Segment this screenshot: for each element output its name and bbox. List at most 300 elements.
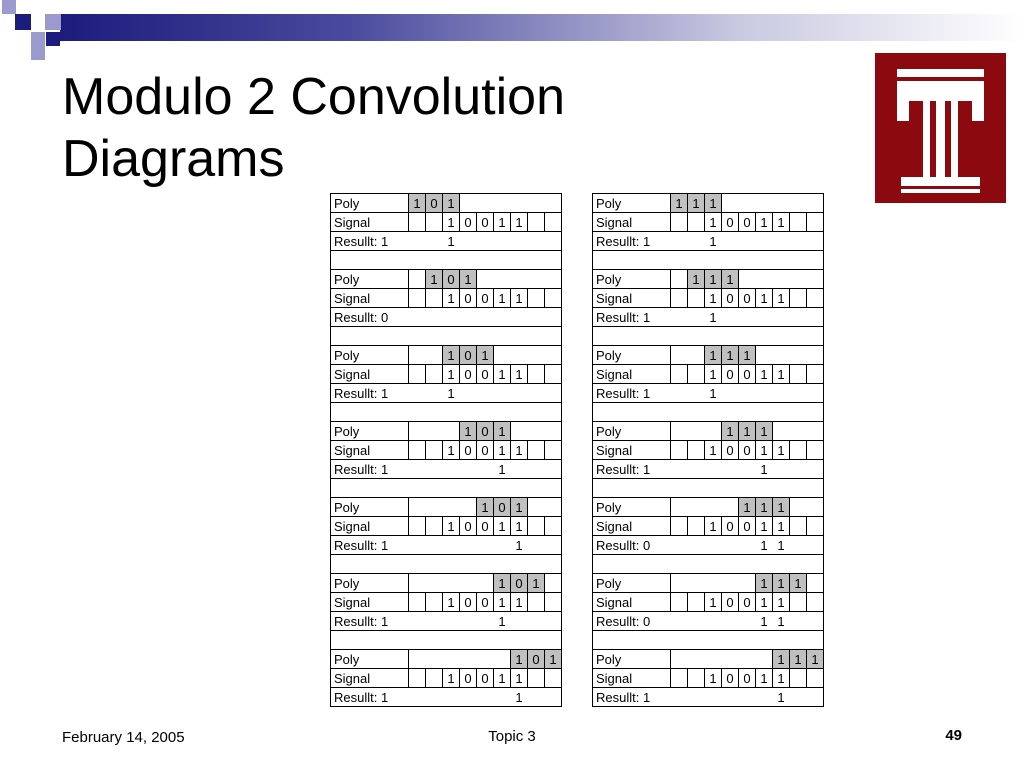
poly-bit: 0 — [494, 498, 511, 517]
signal-bit: 1 — [443, 289, 460, 308]
footer-date: February 14, 2005 — [62, 729, 185, 746]
signal-bit: 0 — [477, 213, 494, 232]
signal-bit: 1 — [494, 593, 511, 612]
result-bit — [528, 384, 545, 403]
poly-label: Poly — [593, 650, 671, 669]
signal-bit: 1 — [443, 365, 460, 384]
signal-bit: 1 — [705, 365, 722, 384]
poly-bit: 1 — [443, 194, 460, 213]
result-bit — [790, 460, 807, 479]
spacer-cell — [331, 327, 562, 346]
result-bit — [477, 308, 494, 327]
signal-bit: 0 — [477, 365, 494, 384]
result-bit: 1 — [443, 384, 460, 403]
spacer-cell — [331, 251, 562, 270]
signal-bit: 0 — [722, 441, 739, 460]
result-bit — [477, 536, 494, 555]
signal-label: Signal — [331, 365, 409, 384]
decor-square-light — [45, 14, 61, 30]
signal-bit — [671, 517, 688, 536]
result-bit — [756, 232, 773, 251]
poly-row — [593, 574, 824, 593]
signal-bit — [790, 441, 807, 460]
signal-bit — [807, 669, 824, 688]
poly-empty-span — [460, 194, 562, 213]
signal-label: Signal — [593, 669, 671, 688]
signal-bit — [528, 517, 545, 536]
result-bit — [790, 688, 807, 707]
signal-bit: 1 — [511, 289, 528, 308]
poly-empty-span — [477, 270, 562, 289]
result-bit — [773, 384, 790, 403]
poly-row — [593, 422, 824, 441]
poly-empty-span — [790, 498, 824, 517]
result-bit — [739, 612, 756, 631]
spacer-cell — [593, 555, 824, 574]
result-bit — [790, 384, 807, 403]
signal-bit — [426, 213, 443, 232]
poly-label: Poly — [593, 422, 671, 441]
signal-bit — [409, 517, 426, 536]
signal-bit: 1 — [756, 289, 773, 308]
result-label: Resullt: 1 — [331, 460, 443, 479]
result-bit — [739, 536, 756, 555]
result-bit — [756, 688, 773, 707]
spacer-row — [331, 403, 562, 422]
signal-bit: 1 — [705, 441, 722, 460]
result-row — [593, 612, 824, 631]
slide-title — [62, 66, 565, 190]
result-bit — [460, 232, 477, 251]
result-bit — [494, 232, 511, 251]
signal-bit: 0 — [477, 441, 494, 460]
result-row — [593, 688, 824, 707]
result-bit — [739, 308, 756, 327]
result-bit: 1 — [443, 232, 460, 251]
signal-bit: 1 — [443, 213, 460, 232]
signal-row — [331, 213, 562, 232]
result-bit: 1 — [705, 384, 722, 403]
signal-bit — [545, 365, 562, 384]
poly-bit: 1 — [528, 574, 545, 593]
signal-row — [331, 669, 562, 688]
result-bit — [545, 384, 562, 403]
result-bit — [545, 308, 562, 327]
result-bit — [773, 232, 790, 251]
result-bit — [756, 384, 773, 403]
result-bit — [477, 232, 494, 251]
result-bit — [460, 308, 477, 327]
poly-bit: 0 — [528, 650, 545, 669]
signal-bit — [671, 593, 688, 612]
poly-row — [593, 270, 824, 289]
result-label: Resullt: 1 — [331, 688, 443, 707]
decor-square-light — [2, 0, 16, 14]
result-bit — [528, 536, 545, 555]
slide-title-line-2: Diagrams — [62, 130, 285, 188]
convolution-table-poly-111 — [592, 193, 824, 707]
poly-bit: 1 — [494, 422, 511, 441]
spacer-cell — [331, 555, 562, 574]
poly-empty-span — [756, 346, 824, 365]
result-row — [331, 688, 562, 707]
result-bit — [528, 232, 545, 251]
poly-label: Poly — [331, 422, 409, 441]
result-bit — [545, 688, 562, 707]
poly-empty-span — [511, 422, 562, 441]
signal-bit: 1 — [494, 365, 511, 384]
poly-bit: 1 — [790, 574, 807, 593]
spacer-cell — [593, 327, 824, 346]
result-row — [331, 536, 562, 555]
signal-bit — [671, 669, 688, 688]
poly-empty-span — [671, 650, 773, 669]
signal-bit — [545, 213, 562, 232]
poly-empty-span — [528, 498, 562, 517]
signal-label: Signal — [331, 441, 409, 460]
signal-bit — [409, 441, 426, 460]
result-bit — [722, 232, 739, 251]
signal-bit: 0 — [477, 669, 494, 688]
poly-bit: 1 — [409, 194, 426, 213]
spacer-cell — [331, 631, 562, 650]
result-bit — [511, 232, 528, 251]
signal-bit: 1 — [494, 213, 511, 232]
signal-row — [331, 289, 562, 308]
signal-bit — [528, 365, 545, 384]
poly-empty-span — [773, 422, 824, 441]
signal-bit — [545, 669, 562, 688]
signal-bit: 1 — [705, 289, 722, 308]
spacer-row — [593, 403, 824, 422]
result-bit — [739, 460, 756, 479]
spacer-cell — [331, 403, 562, 422]
signal-bit — [528, 593, 545, 612]
poly-row — [331, 650, 562, 669]
signal-bit — [545, 441, 562, 460]
signal-bit — [807, 213, 824, 232]
result-bit — [722, 688, 739, 707]
result-row — [593, 536, 824, 555]
signal-bit — [790, 517, 807, 536]
poly-empty-span — [409, 498, 477, 517]
poly-empty-span — [409, 650, 511, 669]
signal-bit — [528, 213, 545, 232]
result-bit — [705, 688, 722, 707]
footer-page-number: 49 — [945, 727, 962, 744]
result-bit — [807, 688, 824, 707]
result-row — [331, 612, 562, 631]
signal-bit — [688, 441, 705, 460]
result-row — [331, 232, 562, 251]
signal-bit: 1 — [511, 441, 528, 460]
result-bit: 1 — [494, 460, 511, 479]
result-bit — [739, 232, 756, 251]
signal-bit: 0 — [722, 213, 739, 232]
result-bit — [477, 688, 494, 707]
poly-bit: 0 — [477, 422, 494, 441]
result-label: Resullt: 1 — [593, 308, 705, 327]
poly-bit: 1 — [756, 498, 773, 517]
signal-bit — [807, 365, 824, 384]
result-bit — [528, 612, 545, 631]
poly-row — [331, 574, 562, 593]
signal-bit: 1 — [511, 669, 528, 688]
signal-bit — [790, 289, 807, 308]
result-bit — [545, 232, 562, 251]
result-bit — [807, 460, 824, 479]
poly-bit: 1 — [807, 650, 824, 669]
poly-row — [331, 422, 562, 441]
result-bit — [460, 612, 477, 631]
signal-bit: 0 — [460, 365, 477, 384]
spacer-cell — [331, 479, 562, 498]
signal-bit: 1 — [756, 365, 773, 384]
result-bit — [528, 308, 545, 327]
signal-bit: 1 — [756, 669, 773, 688]
spacer-row — [331, 479, 562, 498]
poly-bit: 1 — [756, 574, 773, 593]
footer-topic: Topic 3 — [488, 728, 536, 745]
signal-bit: 1 — [756, 593, 773, 612]
poly-bit: 1 — [477, 498, 494, 517]
poly-row — [331, 194, 562, 213]
result-bit — [528, 688, 545, 707]
spacer-row — [593, 631, 824, 650]
signal-label: Signal — [593, 441, 671, 460]
result-row — [331, 308, 562, 327]
result-bit — [494, 688, 511, 707]
result-bit: 1 — [773, 688, 790, 707]
signal-bit — [426, 441, 443, 460]
signal-label: Signal — [593, 365, 671, 384]
result-label: Resullt: 0 — [331, 308, 443, 327]
header-gradient-bar — [60, 14, 1024, 41]
signal-label: Signal — [331, 593, 409, 612]
signal-bit: 1 — [705, 213, 722, 232]
spacer-row — [331, 251, 562, 270]
signal-bit: 0 — [739, 213, 756, 232]
result-label: Resullt: 1 — [593, 232, 705, 251]
poly-bit: 1 — [739, 346, 756, 365]
signal-bit: 0 — [477, 593, 494, 612]
signal-bit — [528, 669, 545, 688]
result-row — [331, 384, 562, 403]
result-bit — [494, 384, 511, 403]
signal-bit: 0 — [460, 213, 477, 232]
signal-bit — [409, 289, 426, 308]
signal-bit: 1 — [443, 441, 460, 460]
signal-bit — [545, 517, 562, 536]
result-row — [331, 460, 562, 479]
result-bit: 1 — [756, 460, 773, 479]
poly-empty-span — [545, 574, 562, 593]
result-label: Resullt: 1 — [593, 688, 705, 707]
signal-bit: 1 — [511, 365, 528, 384]
poly-empty-span — [671, 574, 756, 593]
signal-bit: 0 — [722, 669, 739, 688]
poly-bit: 1 — [705, 270, 722, 289]
result-bit — [739, 384, 756, 403]
result-bit: 1 — [773, 612, 790, 631]
signal-bit: 1 — [494, 669, 511, 688]
poly-bit: 1 — [722, 346, 739, 365]
signal-bit: 1 — [511, 593, 528, 612]
signal-row — [593, 593, 824, 612]
signal-bit: 1 — [756, 517, 773, 536]
result-label: Resullt: 1 — [331, 612, 443, 631]
poly-bit: 1 — [443, 346, 460, 365]
signal-bit — [807, 289, 824, 308]
poly-bit: 1 — [688, 270, 705, 289]
result-bit — [477, 460, 494, 479]
signal-bit: 0 — [460, 517, 477, 536]
poly-bit: 1 — [511, 498, 528, 517]
result-bit — [807, 536, 824, 555]
result-bit: 1 — [756, 612, 773, 631]
signal-row — [593, 517, 824, 536]
signal-bit — [790, 669, 807, 688]
result-bit — [722, 612, 739, 631]
result-bit — [790, 308, 807, 327]
result-bit — [477, 384, 494, 403]
result-label: Resullt: 0 — [593, 536, 705, 555]
signal-row — [593, 289, 824, 308]
result-row — [593, 232, 824, 251]
result-bit — [722, 460, 739, 479]
signal-row — [331, 441, 562, 460]
decor-square-navy — [15, 14, 31, 30]
result-bit — [773, 308, 790, 327]
poly-label: Poly — [331, 498, 409, 517]
signal-bit — [688, 289, 705, 308]
poly-bit: 1 — [739, 422, 756, 441]
result-bit — [722, 536, 739, 555]
result-bit — [443, 460, 460, 479]
signal-bit: 0 — [739, 517, 756, 536]
poly-empty-span — [671, 346, 705, 365]
signal-bit: 0 — [460, 593, 477, 612]
result-bit — [807, 612, 824, 631]
result-bit: 1 — [756, 536, 773, 555]
signal-bit — [790, 593, 807, 612]
poly-empty-span — [671, 422, 722, 441]
poly-bit: 1 — [460, 270, 477, 289]
result-bit — [705, 536, 722, 555]
signal-bit — [545, 289, 562, 308]
result-label: Resullt: 1 — [331, 384, 443, 403]
signal-row — [593, 365, 824, 384]
result-bit — [790, 536, 807, 555]
signal-bit: 1 — [773, 213, 790, 232]
poly-bit: 1 — [756, 422, 773, 441]
signal-bit: 0 — [722, 517, 739, 536]
signal-bit — [426, 289, 443, 308]
poly-row — [593, 498, 824, 517]
signal-bit: 1 — [756, 441, 773, 460]
signal-bit — [790, 213, 807, 232]
signal-bit: 1 — [773, 669, 790, 688]
poly-row — [593, 650, 824, 669]
signal-bit: 0 — [722, 593, 739, 612]
poly-bit: 1 — [773, 574, 790, 593]
poly-bit: 1 — [545, 650, 562, 669]
poly-row — [593, 194, 824, 213]
poly-bit: 0 — [460, 346, 477, 365]
poly-bit: 1 — [688, 194, 705, 213]
signal-bit — [807, 593, 824, 612]
result-bit — [443, 308, 460, 327]
signal-bit: 1 — [705, 593, 722, 612]
result-row — [593, 460, 824, 479]
signal-label: Signal — [331, 517, 409, 536]
poly-bit: 0 — [511, 574, 528, 593]
signal-label: Signal — [593, 517, 671, 536]
result-label: Resullt: 1 — [331, 232, 443, 251]
spacer-cell — [593, 631, 824, 650]
signal-bit — [409, 213, 426, 232]
poly-empty-span — [739, 270, 824, 289]
result-bit — [722, 308, 739, 327]
signal-bit: 1 — [494, 441, 511, 460]
poly-label: Poly — [593, 194, 671, 213]
result-bit — [494, 308, 511, 327]
signal-row — [593, 213, 824, 232]
poly-empty-span — [807, 574, 824, 593]
spacer-row — [331, 631, 562, 650]
signal-bit — [528, 289, 545, 308]
poly-empty-span — [722, 194, 824, 213]
signal-bit — [688, 517, 705, 536]
result-bit — [443, 612, 460, 631]
poly-bit: 0 — [443, 270, 460, 289]
poly-bit: 1 — [426, 270, 443, 289]
signal-bit — [790, 365, 807, 384]
result-bit — [511, 460, 528, 479]
poly-empty-span — [409, 346, 443, 365]
result-label: Resullt: 1 — [593, 384, 705, 403]
poly-bit: 1 — [773, 650, 790, 669]
signal-bit — [426, 365, 443, 384]
result-bit: 1 — [511, 536, 528, 555]
result-bit — [807, 308, 824, 327]
result-bit — [460, 688, 477, 707]
signal-bit: 1 — [494, 517, 511, 536]
signal-bit: 1 — [705, 517, 722, 536]
signal-row — [593, 441, 824, 460]
spacer-row — [593, 251, 824, 270]
signal-bit: 1 — [773, 441, 790, 460]
signal-label: Signal — [331, 669, 409, 688]
result-bit — [756, 308, 773, 327]
signal-bit — [409, 593, 426, 612]
signal-bit: 1 — [443, 517, 460, 536]
poly-bit: 1 — [790, 650, 807, 669]
signal-row — [593, 669, 824, 688]
poly-bit: 1 — [494, 574, 511, 593]
result-label: Resullt: 1 — [331, 536, 443, 555]
signal-bit — [688, 365, 705, 384]
signal-bit — [688, 213, 705, 232]
poly-bit: 1 — [773, 498, 790, 517]
result-bit — [511, 384, 528, 403]
signal-bit: 1 — [511, 517, 528, 536]
signal-bit: 0 — [722, 365, 739, 384]
poly-empty-span — [671, 270, 688, 289]
signal-bit: 0 — [739, 593, 756, 612]
signal-bit: 0 — [460, 669, 477, 688]
signal-bit — [807, 441, 824, 460]
